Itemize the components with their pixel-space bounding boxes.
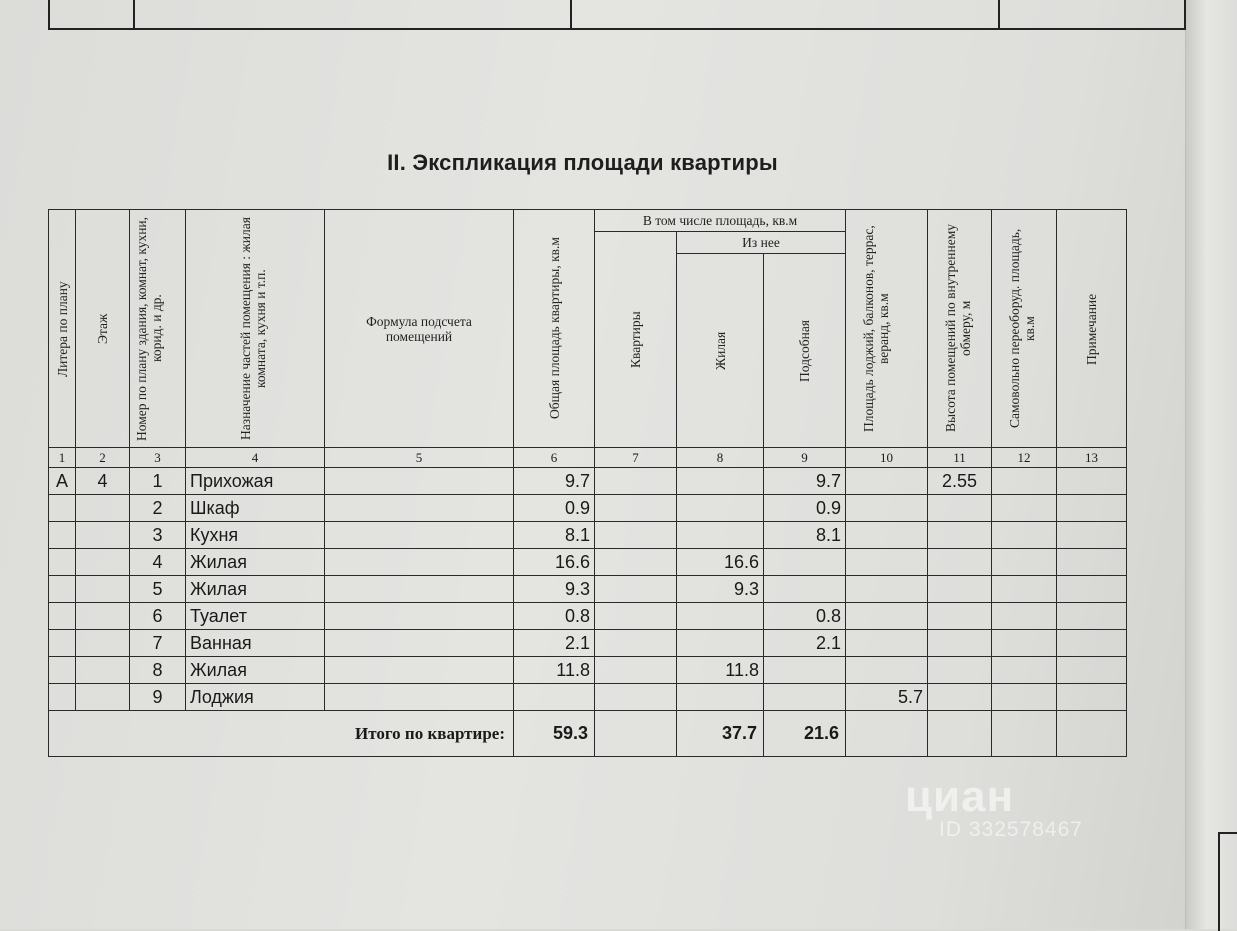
total-living-value: 37.7 <box>677 711 764 757</box>
header-total-area: Общая площадь квартиры, кв.м <box>514 210 595 448</box>
table-row: 6 Туалет 0.8 0.8 <box>49 603 1127 630</box>
header-formula: Формула подсчета помещений <box>325 210 514 448</box>
header-subgroup-of-which: Из нее <box>677 232 846 254</box>
table-row: 3 Кухня 8.1 8.1 <box>49 522 1127 549</box>
previous-table-bottom <box>48 0 1186 30</box>
table-row: 4 Жилая 16.6 16.6 <box>49 549 1127 576</box>
header-auxiliary: Подсобная <box>764 254 846 448</box>
header-loggia-area: Площадь лоджий, балконов, террас, веранд, кв.м <box>846 210 928 448</box>
header-living: Жилая <box>677 254 764 448</box>
header-room-number: Номер по плану здания, комнат, кухни, корид. и др. <box>130 210 186 448</box>
page-title: II. Экспликация площади квартиры <box>387 150 778 175</box>
table-row: А 4 1 Прихожая 9.7 9.7 2.55 <box>49 468 1127 495</box>
table-row: 8 Жилая 11.8 11.8 <box>49 657 1127 684</box>
header-height: Высота помещений по внутреннему обмеру, м <box>928 210 992 448</box>
cian-logo: циан <box>905 772 1015 821</box>
total-row <box>49 711 1127 757</box>
header-group-including: В том числе площадь, кв.м <box>595 210 846 232</box>
header-litera: Литера по плану <box>49 210 76 448</box>
table-row: 2 Шкаф 0.9 0.9 <box>49 495 1127 522</box>
header-room-purpose: Назначение частей помещения : жилая комната, кухня и т.п. <box>186 210 325 448</box>
column-number-row: 1 2 3 4 5 6 7 8 9 10 11 12 13 <box>49 448 1127 468</box>
total-aux-value: 21.6 <box>764 711 846 757</box>
listing-id: ID 332578467 <box>939 818 1083 841</box>
header-reequipped-area: Самовольно переоборуд. площадь, кв.м <box>992 210 1057 448</box>
table-row: 9 Лоджия 5.7 <box>49 684 1127 711</box>
corner-frame <box>1218 832 1237 931</box>
header-floor: Этаж <box>76 210 130 448</box>
total-label: Итого по квартире: <box>49 711 514 757</box>
table-row: 7 Ванная 2.1 2.1 <box>49 630 1127 657</box>
table-row: 5 Жилая 9.3 9.3 <box>49 576 1127 603</box>
cian-watermark <box>905 772 1083 842</box>
total-area-value: 59.3 <box>514 711 595 757</box>
explication-table <box>48 209 1127 757</box>
header-note: Примечание <box>1057 210 1127 448</box>
paper-edge <box>1185 0 1237 929</box>
header-apartment: Квартиры <box>595 232 677 448</box>
